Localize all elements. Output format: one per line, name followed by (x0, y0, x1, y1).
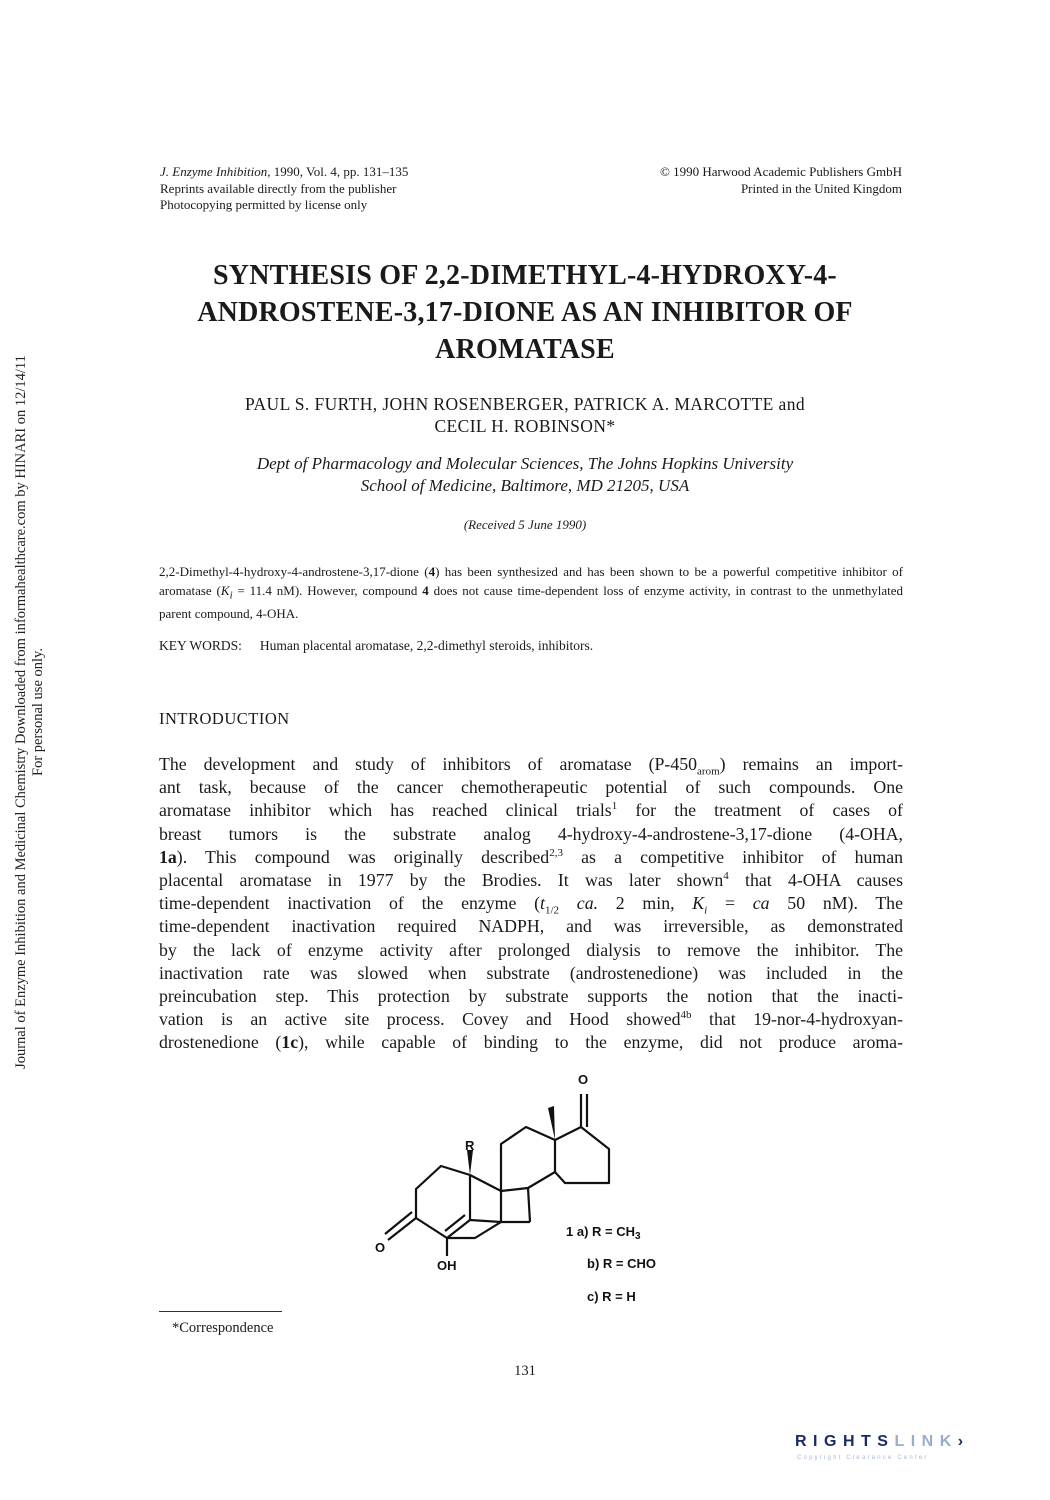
r-group-label: R (465, 1138, 475, 1153)
intro-paragraph (159, 753, 903, 1054)
compound-ref: 4 (422, 582, 429, 598)
title-line-2: ANDROSTENE-3,17-DIONE AS AN INHIBITOR OF (197, 297, 853, 328)
rightslink-tagline: Copyright Clearance Center (797, 1455, 929, 1461)
steroid-structure-figure (360, 1065, 700, 1315)
oxygen-c17-label: O (578, 1072, 589, 1087)
intro-line: time-dependent inactivation required NADPH, and was irreversible, as demonstrated (159, 916, 903, 937)
c4-c5-double-bond (445, 1215, 465, 1231)
title-line-3: AROMATASE (435, 334, 615, 365)
intro-line: ant task, because of the cancer chemotherapeutic potential of such compounds. One (159, 777, 903, 798)
intro-line: 1a). This compound was originally described$^{2,3}$ as a competitive inhibitor of human (159, 846, 903, 867)
journal-header (160, 164, 408, 214)
rightslink-logo[interactable] (795, 1433, 1025, 1473)
compound-ref: 4 (428, 564, 436, 579)
intro-line: aromatase inhibitor which has reached clinical trials$^1$ for the treatment of cases of (159, 800, 903, 821)
abstract (159, 563, 903, 623)
intro-line: time-dependent inactivation of the enzyme ($t_{1/2}$ ca. 2 min, $K_i$ = ca 50 nM). The (159, 893, 903, 917)
intro-line: The development and study of inhibitors of aromatase $(P-450_{arom})$ remains an import- (159, 754, 903, 778)
printed-note: Printed in the United Kingdom (740, 180, 902, 196)
compound-1c-legend: c) R = H (587, 1289, 636, 1304)
intro-line: drostenedione (1c), while capable of binding to the enzyme, did not produce aroma- (159, 1032, 903, 1053)
intro-line: by the lack of enzyme activity after prolonged dialysis to remove the inhibitor. The (159, 939, 903, 960)
authors-line-2: CECIL H. ROBINSON* (434, 416, 616, 436)
intro-line: preincubation step. This protection by substrate supports the notion that the inacti- (159, 985, 903, 1006)
keywords-label: KEY WORDS: (159, 638, 242, 653)
abstract-text: does not cause time-dependent loss of enzyme activity, in contrast to the unmethylated parent compound, 4-OHA. (159, 582, 903, 621)
c4-c5-bond (447, 1220, 470, 1238)
compound-1a-legend: 1 a) $R = CH_3$ (566, 1224, 641, 1242)
ki-subscript: i (229, 589, 233, 602)
rightslink-wordmark: RIGHTSLINK› (795, 1433, 970, 1450)
intro-line: vation is an active site process. Covey and Hood showed$^{4b}$ that 19-nor-4-hydroxyan- (159, 1009, 903, 1030)
keywords (159, 638, 593, 654)
watermark-line-1: Journal of Enzyme Inhibition and Medicinal Chemistry Downloaded from informahealthcare.com by HINARI on 12/14/11 (13, 355, 29, 1069)
copyright-note: © 1990 Harwood Academic Publishers GmbH (659, 164, 902, 179)
ring-d-bonds (555, 1127, 609, 1183)
ring-b-bonds (447, 1175, 501, 1238)
c8-c14-bond (528, 1188, 530, 1222)
intro-line: breast tumors is the substrate analog 4-hydroxy-4-androstene-3,17-dione (4-OHA, (159, 823, 903, 844)
keywords-text: Human placental aromatase, 2,2-dimethyl steroids, inhibitors. (259, 638, 594, 653)
publisher-header (660, 164, 902, 197)
oxygen-c3-label: O (375, 1240, 386, 1255)
abstract-text: ) has been synthesized and has been shown to be a powerful competitive inhibitor of aromatase ( (159, 564, 903, 598)
c10-r-wedge (467, 1150, 473, 1175)
c5-c6-bond (470, 1220, 501, 1222)
rightslink-arrow-icon: › (957, 1433, 970, 1450)
paper-title (140, 257, 910, 368)
photocopy-note: Photocopying permitted by license only (160, 197, 368, 212)
affiliation-line-2: School of Medicine, Baltimore, MD 21205, USA (360, 476, 690, 495)
hydroxyl-label: OH (437, 1258, 457, 1273)
watermark-line-2: For personal use only. (30, 648, 46, 776)
compound-1b-legend: b) R = CHO (587, 1256, 656, 1271)
ring-c-bonds (501, 1127, 555, 1191)
affiliation (140, 453, 910, 497)
journal-volume: 1990, Vol. 4, pp. 131–135 (270, 164, 409, 179)
abstract-text: 2,2-Dimethyl-4-hydroxy-4-androstene-3,17-dione ( (159, 564, 429, 579)
authors-line-1: PAUL S. FURTH, JOHN ROSENBERGER, PATRICK A. MARCOTTE and (244, 394, 806, 414)
c13-methyl-wedge (548, 1106, 555, 1140)
intro-line: inactivation rate was slowed when substrate (androstenedione) was included in the (159, 962, 903, 983)
affiliation-line-1: Dept of Pharmacology and Molecular Sciences, The Johns Hopkins University (256, 454, 794, 473)
page-number: 131 (514, 1363, 536, 1379)
footnote-divider (159, 1311, 282, 1312)
reprints-note: Reprints available directly from the publisher (160, 180, 397, 196)
download-watermark (13, 137, 47, 1287)
section-heading: INTRODUCTION (159, 709, 290, 728)
received-date: (Received 5 June 1990) (463, 517, 587, 532)
author-list (140, 393, 910, 437)
footnote: *Correspondence (172, 1320, 274, 1336)
abstract-text: = 11.4 nM). However, compound (232, 582, 423, 598)
ki-symbol: K (220, 582, 230, 598)
intro-line: placental aromatase in 1977 by the Brodies. It was later shown$^4$ that 4-OHA causes (159, 869, 903, 890)
journal-name: J. Enzyme Inhibition, (160, 164, 271, 179)
title-line-1: SYNTHESIS OF 2,2-DIMETHYL-4-HYDROXY-4- (213, 260, 837, 291)
